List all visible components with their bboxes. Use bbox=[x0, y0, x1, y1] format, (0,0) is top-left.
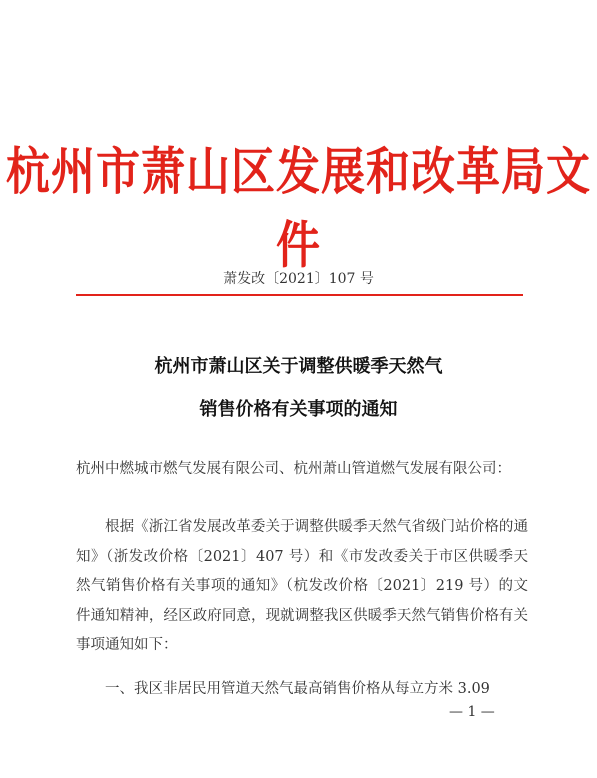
page-number: — 1 — bbox=[449, 704, 495, 720]
notice-title-line-1: 杭州市萧山区关于调整供暖季天然气 bbox=[154, 356, 443, 377]
item-1: 一、我区非居民用管道天然气最高销售价格从每立方米 3.09 bbox=[105, 681, 490, 697]
body-paragraph: 根据《浙江省发展改革委关于调整供暖季天然气省级门站价格的通知》（浙发改价格〔2021〕407 号）和《市发改委关于市区供暖季天然气销售价格有关事项的通知》（杭发改价格〔2021〕219 号）的文件通知精神，经区政府同意，现就调整我区供暖季天然气销售价格有关事项通知如下： bbox=[76, 519, 528, 653]
masthead-title: 杭州市萧山区发展和改革局文件 bbox=[6, 143, 591, 276]
notice-title-line-2: 销售价格有关事项的通知 bbox=[199, 399, 398, 420]
document-number: 萧发改〔2021〕107 号 bbox=[223, 271, 374, 287]
red-divider bbox=[76, 294, 523, 296]
addressee: 杭州中燃城市燃气发展有限公司、杭州萧山管道燃气发展有限公司： bbox=[76, 461, 511, 477]
